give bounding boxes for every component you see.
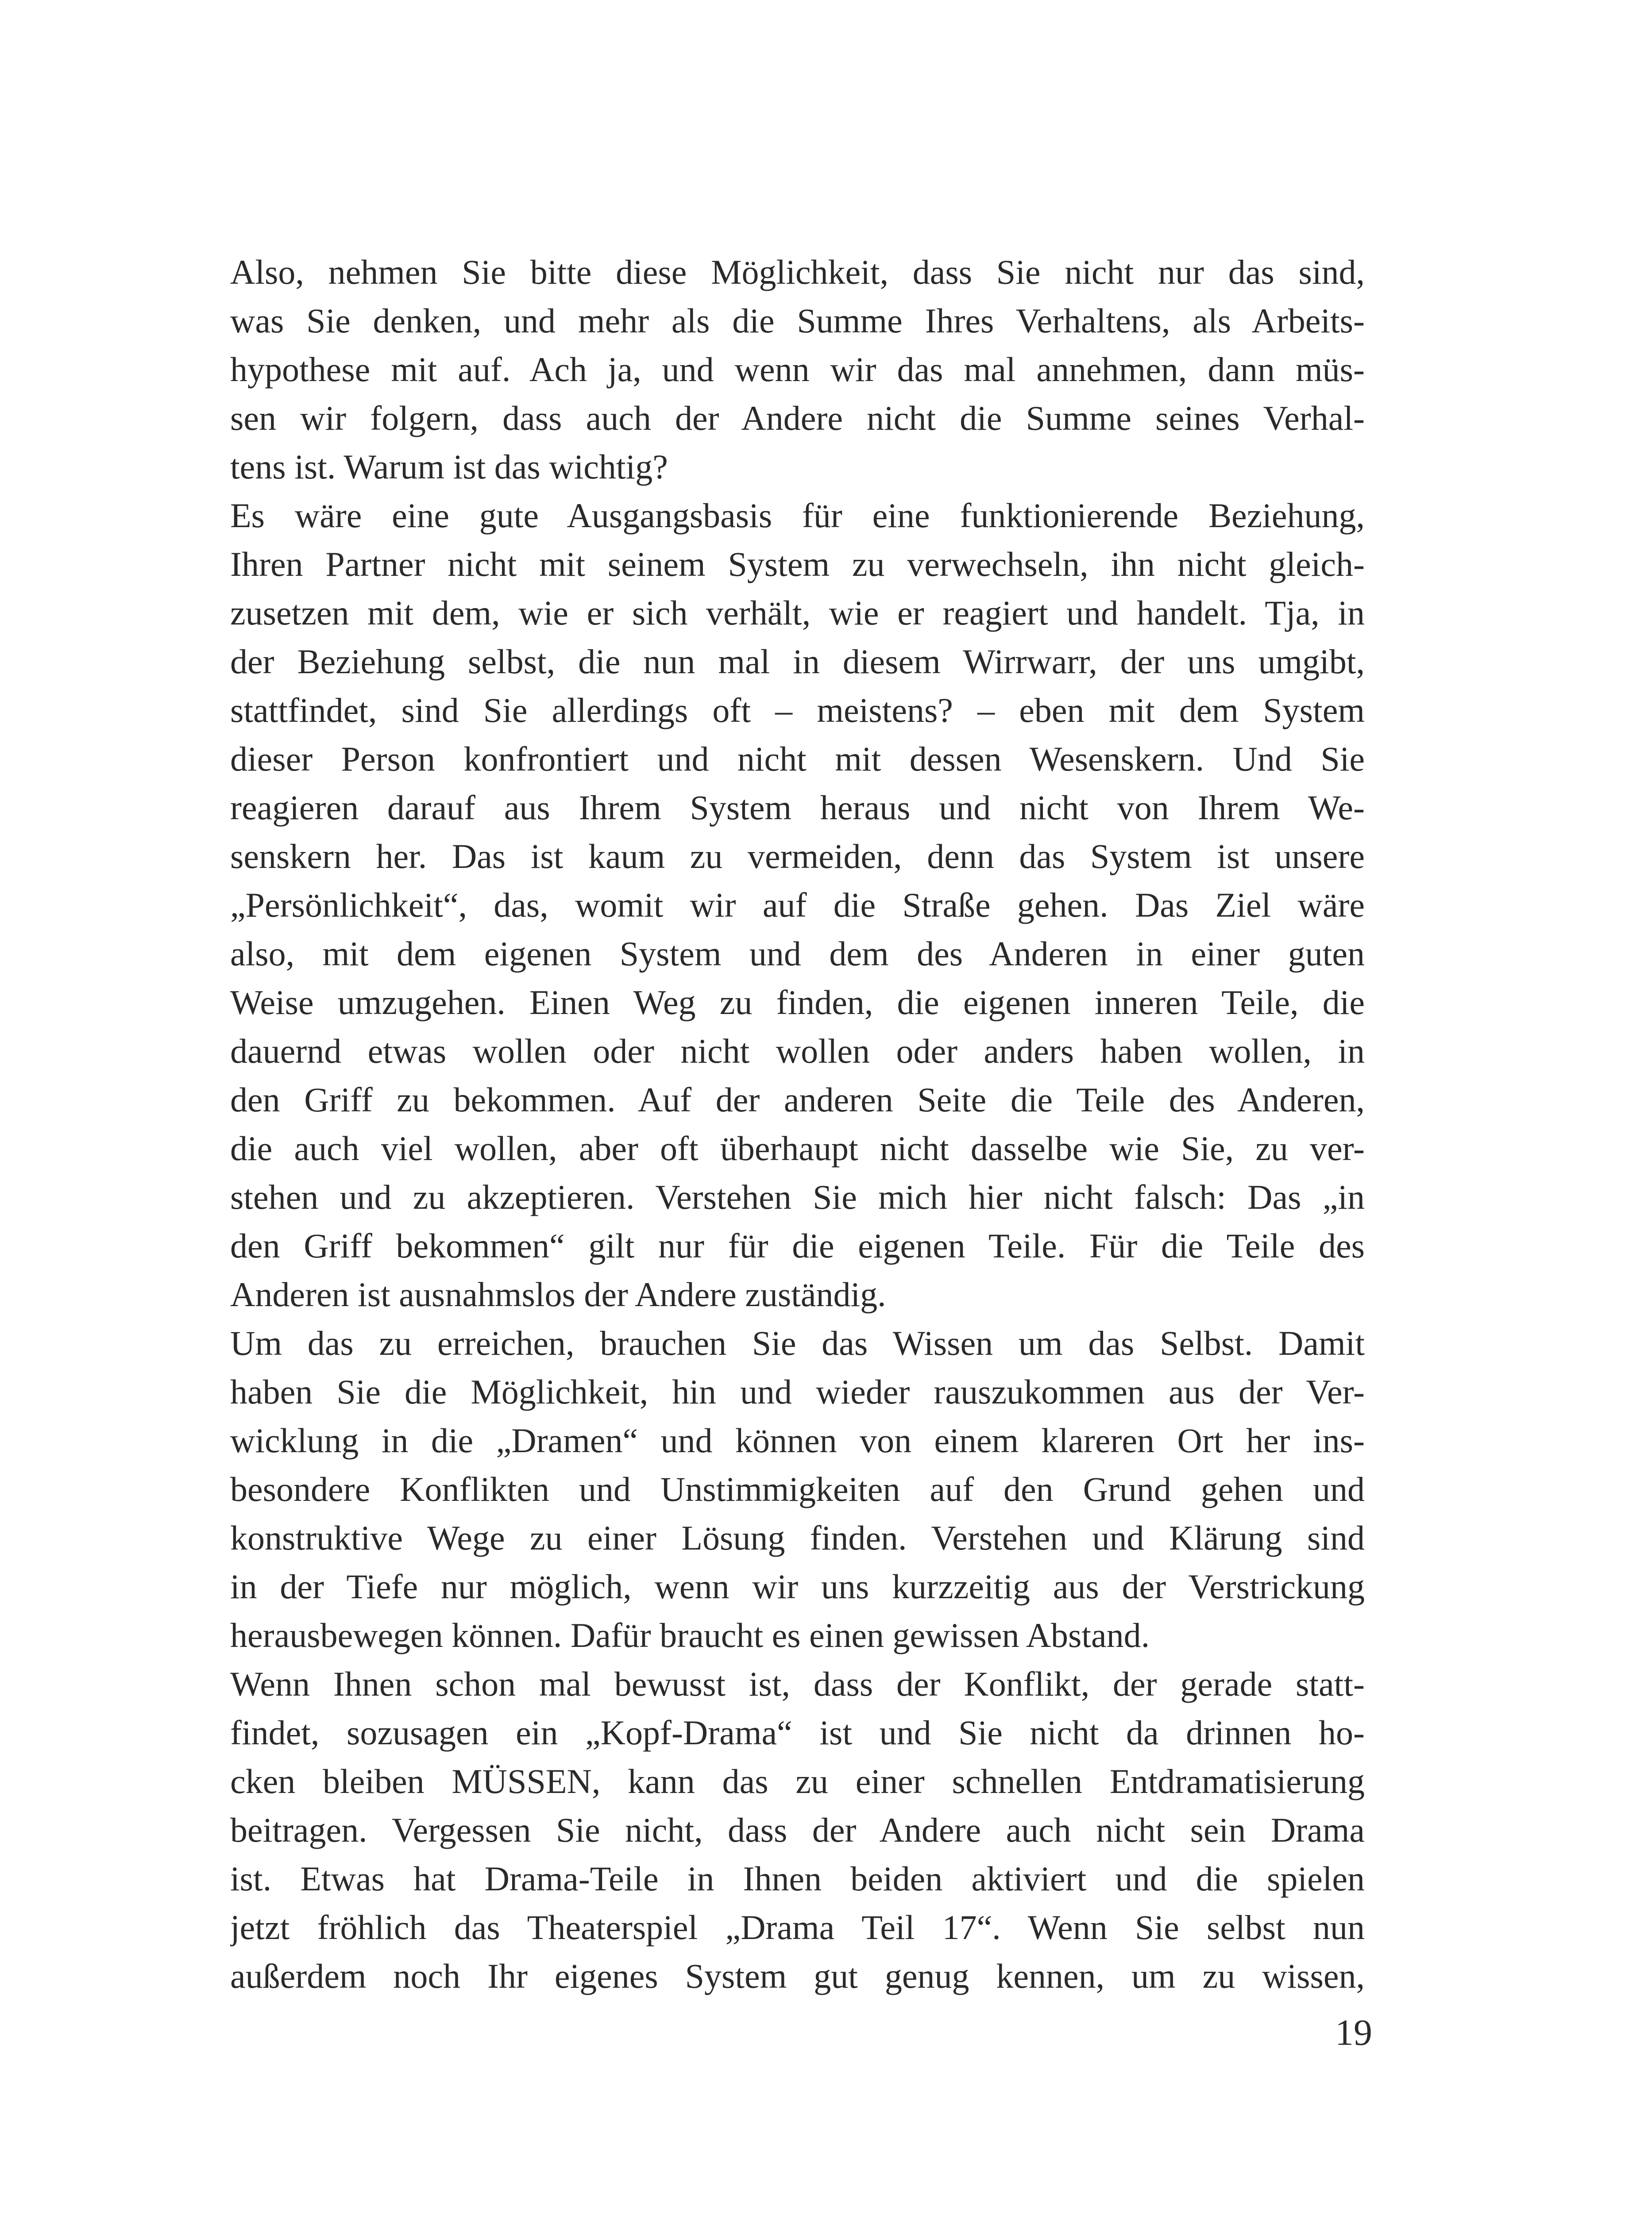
text-line: der Beziehung selbst, die nun mal in diesem Wirrwarr, der uns umgibt, <box>230 642 1365 681</box>
text-line: tens ist. Warum ist das wichtig? <box>230 447 668 486</box>
text-line: was Sie denken, und mehr als die Summe Ihres Verhaltens, als Arbeits- <box>230 301 1365 340</box>
text-line: also, mit dem eigenen System und dem des Anderen in einer guten <box>230 934 1365 973</box>
text-line: Es wäre eine gute Ausgangsbasis für eine funktionierende Beziehung, <box>230 496 1365 535</box>
text-line: senskern her. Das ist kaum zu vermeiden, denn das System ist unsere <box>230 837 1365 875</box>
text-line: zusetzen mit dem, wie er sich verhält, wie er reagiert und handelt. Tja, in <box>230 594 1365 632</box>
text-line: dauernd etwas wollen oder nicht wollen oder anders haben wollen, in <box>230 1032 1365 1070</box>
paragraph <box>230 248 1365 491</box>
text-line: stehen und zu akzeptieren. Verstehen Sie mich hier nicht falsch: Das „in <box>230 1178 1365 1216</box>
text-line: Wenn Ihnen schon mal bewusst ist, dass der Konflikt, der gerade statt- <box>230 1665 1365 1703</box>
text-line: beitragen. Vergessen Sie nicht, dass der Andere auch nicht sein Drama <box>230 1811 1365 1849</box>
text-line: die auch viel wollen, aber oft überhaupt nicht dasselbe wie Sie, zu ver- <box>230 1129 1365 1168</box>
text-line: Um das zu erreichen, brauchen Sie das Wissen um das Selbst. Damit <box>230 1324 1365 1362</box>
paragraph <box>230 491 1365 1319</box>
text-line: Ihren Partner nicht mit seinem System zu verwechseln, ihn nicht gleich- <box>230 545 1365 583</box>
text-line: konstruktive Wege zu einer Lösung finden. Verstehen und Klärung sind <box>230 1519 1365 1557</box>
text-line: stattfindet, sind Sie allerdings oft – meistens? – eben mit dem System <box>230 691 1365 729</box>
text-line: Anderen ist ausnahmslos der Andere zuständig. <box>230 1275 886 1314</box>
text-line: haben Sie die Möglichkeit, hin und wieder rauszukommen aus der Ver- <box>230 1373 1365 1411</box>
text-line: Weise umzugehen. Einen Weg zu finden, die eigenen inneren Teile, die <box>230 983 1365 1022</box>
body-text <box>230 248 1365 2001</box>
text-line: cken bleiben MÜSSEN, kann das zu einer schnellen Entdramatisierung <box>230 1762 1365 1800</box>
text-line: hypothese mit auf. Ach ja, und wenn wir das mal annehmen, dann müs- <box>230 350 1365 389</box>
text-line: jetzt fröhlich das Theaterspiel „Drama Teil 17“. Wenn Sie selbst nun <box>230 1908 1365 1947</box>
text-line: wicklung in die „Dramen“ und können von einem klareren Ort her ins- <box>230 1421 1365 1460</box>
text-line: außerdem noch Ihr eigenes System gut genug kennen, um zu wissen, <box>230 1957 1365 1995</box>
text-line: „Persönlichkeit“, das, womit wir auf die Straße gehen. Das Ziel wäre <box>230 886 1365 924</box>
text-line: den Griff bekommen“ gilt nur für die eigenen Teile. Für die Teile des <box>230 1226 1365 1265</box>
page-number: 19 <box>1335 2012 1372 2053</box>
text-line: ist. Etwas hat Drama-Teile in Ihnen beiden aktiviert und die spielen <box>230 1859 1365 1898</box>
paragraph <box>230 1660 1365 2001</box>
text-line: in der Tiefe nur möglich, wenn wir uns kurzzeitig aus der Verstrickung <box>230 1567 1365 1606</box>
paragraph <box>230 1319 1365 1660</box>
text-line: reagieren darauf aus Ihrem System heraus und nicht von Ihrem We- <box>230 788 1365 827</box>
text-line: besondere Konflikten und Unstimmigkeiten auf den Grund gehen und <box>230 1470 1365 1508</box>
text-line: sen wir folgern, dass auch der Andere nicht die Summe seines Verhal- <box>230 399 1365 437</box>
text-line: herausbewegen können. Dafür braucht es einen gewissen Abstand. <box>230 1616 1150 1654</box>
text-line: Also, nehmen Sie bitte diese Möglichkeit, dass Sie nicht nur das sind, <box>230 253 1365 291</box>
text-line: dieser Person konfrontiert und nicht mit dessen Wesenskern. Und Sie <box>230 740 1365 778</box>
text-line: findet, sozusagen ein „Kopf-Drama“ ist und Sie nicht da drinnen ho- <box>230 1713 1365 1752</box>
text-line: den Griff zu bekommen. Auf der anderen Seite die Teile des Anderen, <box>230 1080 1365 1119</box>
